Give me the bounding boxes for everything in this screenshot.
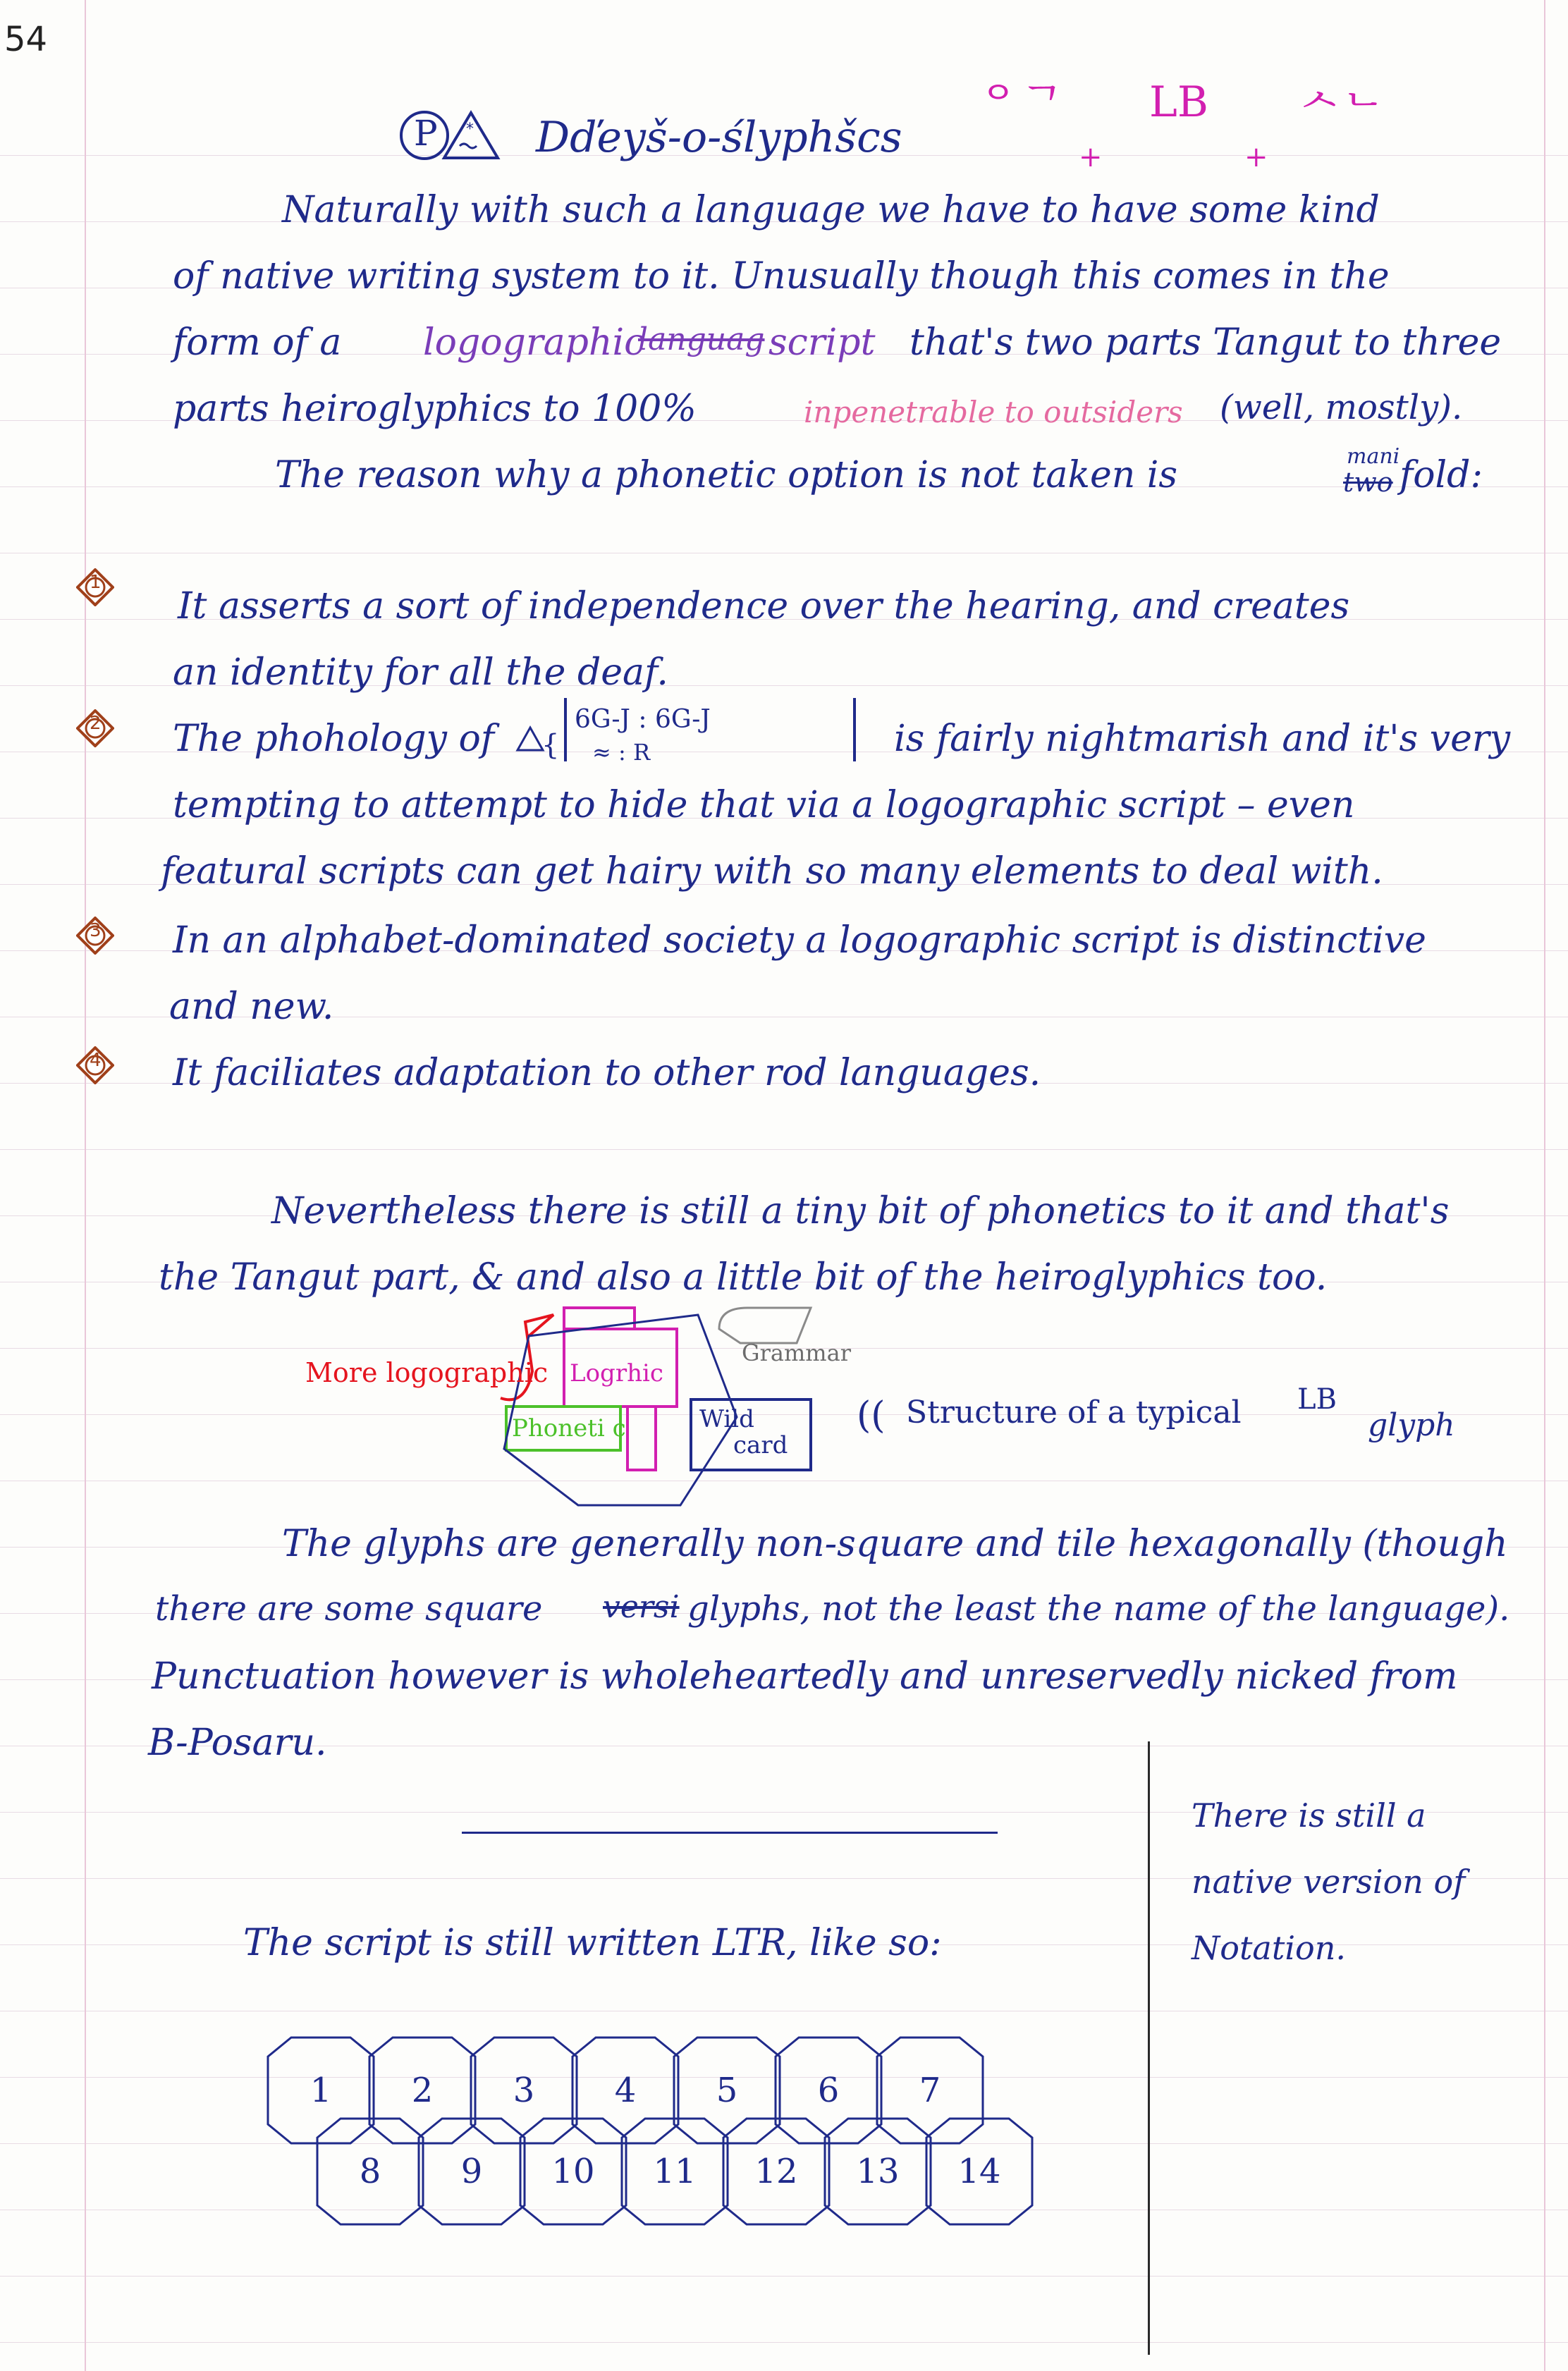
- label-more-logographic: More logographic: [305, 1357, 549, 1388]
- reason-1-line-1: It asserts a sort of independence over the hearing, and creates: [178, 585, 1350, 627]
- fraction-bar-left: [564, 698, 567, 761]
- glyphs-line-2a: there are some square: [155, 1589, 543, 1629]
- label-wildcard-2: card: [733, 1431, 788, 1459]
- hexagon-number: 13: [856, 2152, 900, 2191]
- intro-word-script: script: [768, 321, 876, 364]
- label-grammar: Grammar: [742, 1340, 851, 1366]
- hexagon-cell: [268, 2038, 374, 2143]
- reason-3-line-2: and new.: [169, 986, 334, 1028]
- caption-prefix: ((: [857, 1395, 886, 1437]
- nevertheless-line-2: the Tangut part, & and also a little bit of the heiroglyphics too.: [159, 1256, 1328, 1299]
- reason-2-line-3: featural scripts can get hairy with so many elements to deal with.: [161, 850, 1383, 893]
- title-circled-letter: P: [414, 113, 438, 154]
- hexagon-cell: [877, 2038, 983, 2143]
- hexagon-number: 4: [614, 2071, 637, 2110]
- intro-line-3b: that's two parts Tangut to three: [909, 321, 1502, 364]
- reason-1-line-2: an identity for all the deaf.: [173, 651, 668, 694]
- title-glyph-2: LB: [1149, 78, 1208, 127]
- label-wildcard-1: Wild: [699, 1405, 754, 1433]
- hexagon-number: 9: [460, 2152, 483, 2191]
- hexagon-cell: [471, 2038, 577, 2143]
- ltr-statement: The script is still written LTR, like so:: [243, 1922, 942, 1964]
- reason-3-line-1: In an alphabet-dominated society a logographic script is distinctive: [173, 919, 1426, 962]
- hexagon-cell: [572, 2038, 678, 2143]
- page-title: Dďeyš-o-ślyphšcs: [536, 113, 902, 162]
- intro-line-4a: parts heiroglyphics to 100%: [173, 388, 697, 430]
- ruled-line: [0, 1149, 1568, 1150]
- hexagon-cell: [369, 2038, 475, 2143]
- hexagon-number: 12: [754, 2152, 798, 2191]
- title-plus-2: +: [1244, 141, 1268, 173]
- intro-line-1: Naturally with such a language we have to have some kind: [282, 189, 1380, 231]
- hexagon-cell: [419, 2119, 525, 2224]
- notation-glyph-icon: [515, 712, 564, 761]
- hexagon-number: 11: [653, 2152, 697, 2191]
- hexagon-cell: [776, 2038, 881, 2143]
- fraction-bar-right: [853, 698, 856, 761]
- glyphs-line-4: B-Posaru.: [148, 1722, 327, 1764]
- reason-2-line-1b: is fairly nightmarish and it's very: [894, 718, 1511, 760]
- hexagon-number: 6: [817, 2071, 840, 2110]
- hexagon-number: 2: [411, 2071, 434, 2110]
- side-note-line-3: Notation.: [1192, 1929, 1346, 1967]
- hexagon-number: 3: [513, 2071, 535, 2110]
- hexagon-number: 8: [359, 2152, 381, 2191]
- glyphs-line-2b: glyphs, not the least the name of the language).: [687, 1589, 1510, 1629]
- svg-text:*: *: [466, 121, 474, 138]
- label-phonetic: Phoneti c: [512, 1414, 626, 1442]
- intro-mani-insert: mani: [1347, 444, 1400, 469]
- hexagon-cell: [926, 2119, 1032, 2224]
- hexagon-cell: [317, 2119, 423, 2224]
- intro-line-3a: form of a: [173, 321, 342, 364]
- glyphs-line-1: The glyphs are generally non-square and tile hexagonally (though: [282, 1523, 1508, 1565]
- section-divider: [462, 1832, 998, 1834]
- hexagon-number: 1: [310, 2071, 332, 2110]
- intro-struck-word: languag: [638, 321, 765, 357]
- svg-text:{: {: [541, 729, 560, 761]
- glyph-structure-diagram: [486, 1294, 853, 1526]
- hexagon-cell: [723, 2119, 829, 2224]
- reason-number: 2: [90, 713, 102, 734]
- reason-2-line-2: tempting to attempt to hide that via a logographic script – even: [173, 784, 1355, 826]
- page-number: 54: [4, 20, 48, 59]
- label-logographic: Logrhic: [570, 1359, 663, 1387]
- hexagon-tiling-svg: [261, 2016, 1051, 2249]
- caption-end: glyph: [1368, 1407, 1455, 1443]
- side-note-line-1: There is still a: [1192, 1796, 1426, 1834]
- intro-word-logographic: logographic: [423, 321, 645, 364]
- ruled-line: [0, 2342, 1568, 2343]
- intro-line-5: The reason why a phonetic option is not taken is: [275, 454, 1178, 496]
- hexagon-number: 5: [716, 2071, 738, 2110]
- intro-struck-two: two: [1343, 467, 1393, 498]
- intro-line-2: of native writing system to it. Unusually though this comes in the: [173, 255, 1390, 298]
- side-note-line-2: native version of: [1192, 1863, 1466, 1901]
- reason-2-line-1a: The phohology of: [173, 718, 495, 760]
- title-plus-1: +: [1079, 141, 1103, 173]
- nevertheless-line-1: Nevertheless there is still a tiny bit of phonetics to it and that's: [271, 1190, 1450, 1232]
- intro-line-4b: (well, mostly).: [1220, 388, 1463, 427]
- hexagon-cell: [674, 2038, 780, 2143]
- ruled-line: [0, 2276, 1568, 2277]
- intro-pink-phrase: inpenetrable to outsiders: [804, 395, 1183, 429]
- margin-line-left: [85, 0, 86, 2371]
- hexagon-cell: [520, 2119, 626, 2224]
- title-glyph-1: ᄋᄀ: [976, 81, 1064, 133]
- hexagon-cell: [825, 2119, 931, 2224]
- glyphs-struck-word: versi: [603, 1589, 680, 1625]
- reason-number: 3: [90, 920, 102, 941]
- intro-line-5-end: fold:: [1399, 454, 1483, 496]
- structure-caption: Structure of a typical: [906, 1395, 1242, 1430]
- hexagon-cell: [622, 2119, 728, 2224]
- caption-glyph: LB: [1297, 1383, 1337, 1416]
- glyphs-line-3: Punctuation however is wholeheartedly and unreservedly nicked from: [152, 1655, 1458, 1698]
- hexagon-tiling: [261, 2016, 1051, 2252]
- reason-4-line-1: It faciliates adaptation to other rod languages.: [173, 1052, 1041, 1094]
- side-note-rule: [1148, 1741, 1150, 2355]
- hexagon-number: 10: [551, 2152, 595, 2191]
- reason-number: 4: [90, 1050, 102, 1071]
- reason-number: 1: [90, 572, 102, 593]
- hexagon-number: 14: [957, 2152, 1001, 2191]
- reason-2-fraction-top: 6G-J : 6G-J: [575, 705, 711, 734]
- hexagon-number: 7: [919, 2071, 941, 2110]
- margin-line-right: [1544, 0, 1545, 2371]
- reason-2-fraction-bottom: ≈ : R: [592, 739, 651, 766]
- title-glyph-3: ᄉᄂ: [1297, 88, 1385, 140]
